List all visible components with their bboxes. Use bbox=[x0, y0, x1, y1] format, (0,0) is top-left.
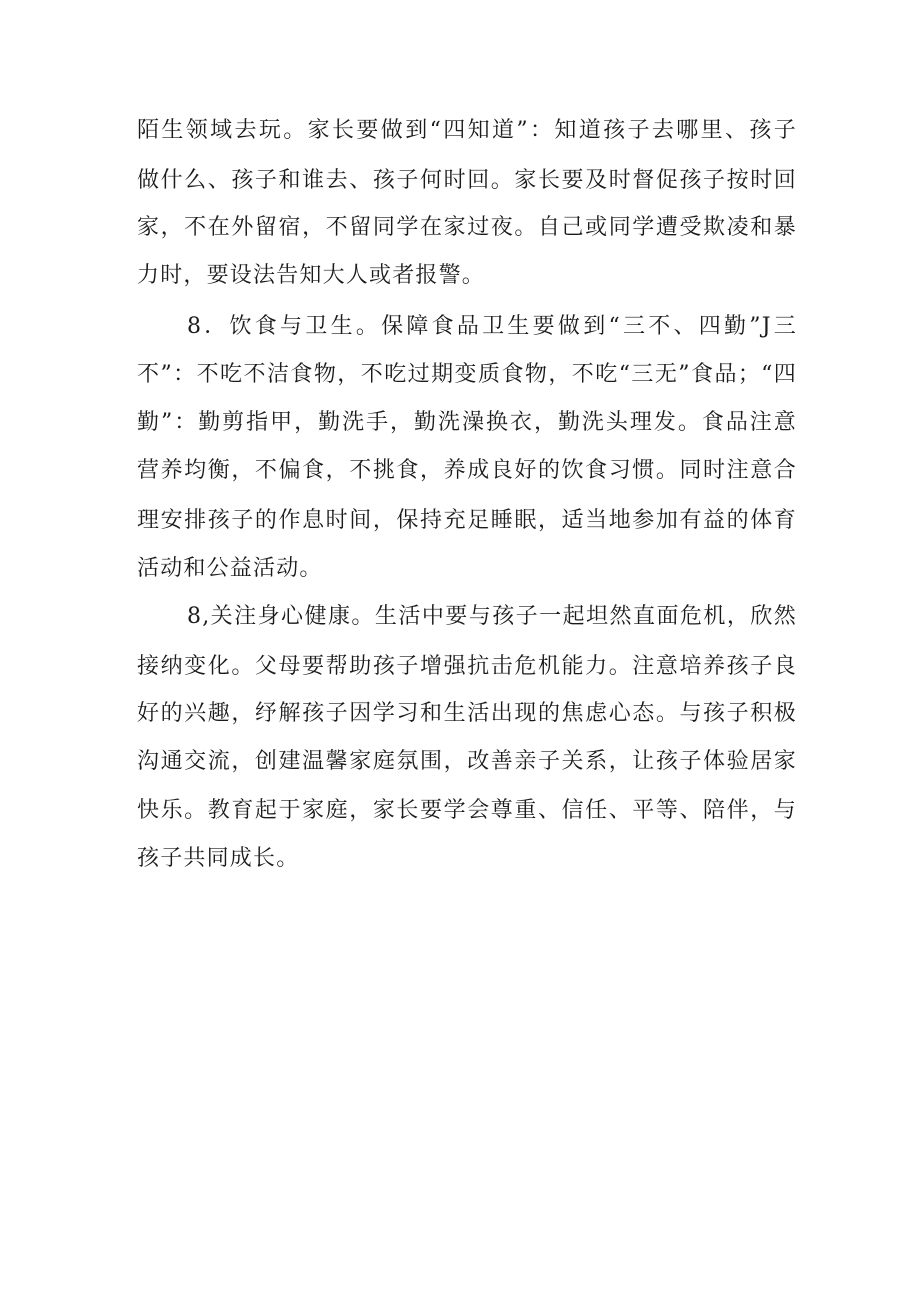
paragraph-1-line-4: 力时，要设法告知大人或者报警。 bbox=[137, 263, 486, 288]
paragraph-3-line-2: 接纳变化。父母要帮助孩子增强抗击危机能力。注意培养孩子良 bbox=[137, 654, 797, 679]
paragraph-3-line-6: 孩子共同成长。 bbox=[137, 846, 300, 871]
paragraph-3-line-5: 快乐。教育起于家庭，家长要学会尊重、信任、平等、陪伴，与 bbox=[137, 798, 797, 823]
paragraph-3-line-3: 好的兴趣，纾解孩子因学习和生活出现的焦虑心态。与孩子积极 bbox=[137, 701, 797, 726]
paragraph-2-line-6: 活动和公益活动。 bbox=[137, 556, 323, 581]
paragraph-3-line-4: 沟通交流，创建温馨家庭氛围，改善亲子关系，让孩子体验居家 bbox=[137, 749, 797, 774]
paragraph-2-line-3: 勤”：勤剪指甲，勤洗手，勤洗澡换衣，勤洗头理发。食品注意 bbox=[137, 410, 797, 435]
paragraph-1-line-2: 做什么、孩子和谁去、孩子何时回。家长要及时督促孩子按时回 bbox=[137, 168, 797, 193]
paragraph-2-line-5: 理安排孩子的作息时间，保持充足睡眠，适当地参加有益的体育 bbox=[137, 508, 797, 533]
paragraph-1-line-1: 陌生领域去玩。家长要做到“四知道”：知道孩子去哪里、孩子 bbox=[137, 118, 797, 143]
paragraph-2-line-2: 不”：不吃不洁食物，不吃过期变质食物，不吃“三无”食品；“四 bbox=[137, 362, 797, 387]
paragraph-2-line-1: 8．饮食与卫生。保障食品卫生要做到“三不、四勤”J三 bbox=[187, 314, 797, 339]
paragraph-2-line-4: 营养均衡，不偏食，不挑食，养成良好的饮食习惯。同时注意合 bbox=[137, 458, 797, 483]
paragraph-3-line-1: 8,关注身心健康。生活中要与孩子一起坦然直面危机，欣然 bbox=[187, 604, 797, 629]
paragraph-1-line-3: 家，不在外留宿，不留同学在家过夜。自己或同学遭受欺凌和暴 bbox=[137, 215, 797, 240]
